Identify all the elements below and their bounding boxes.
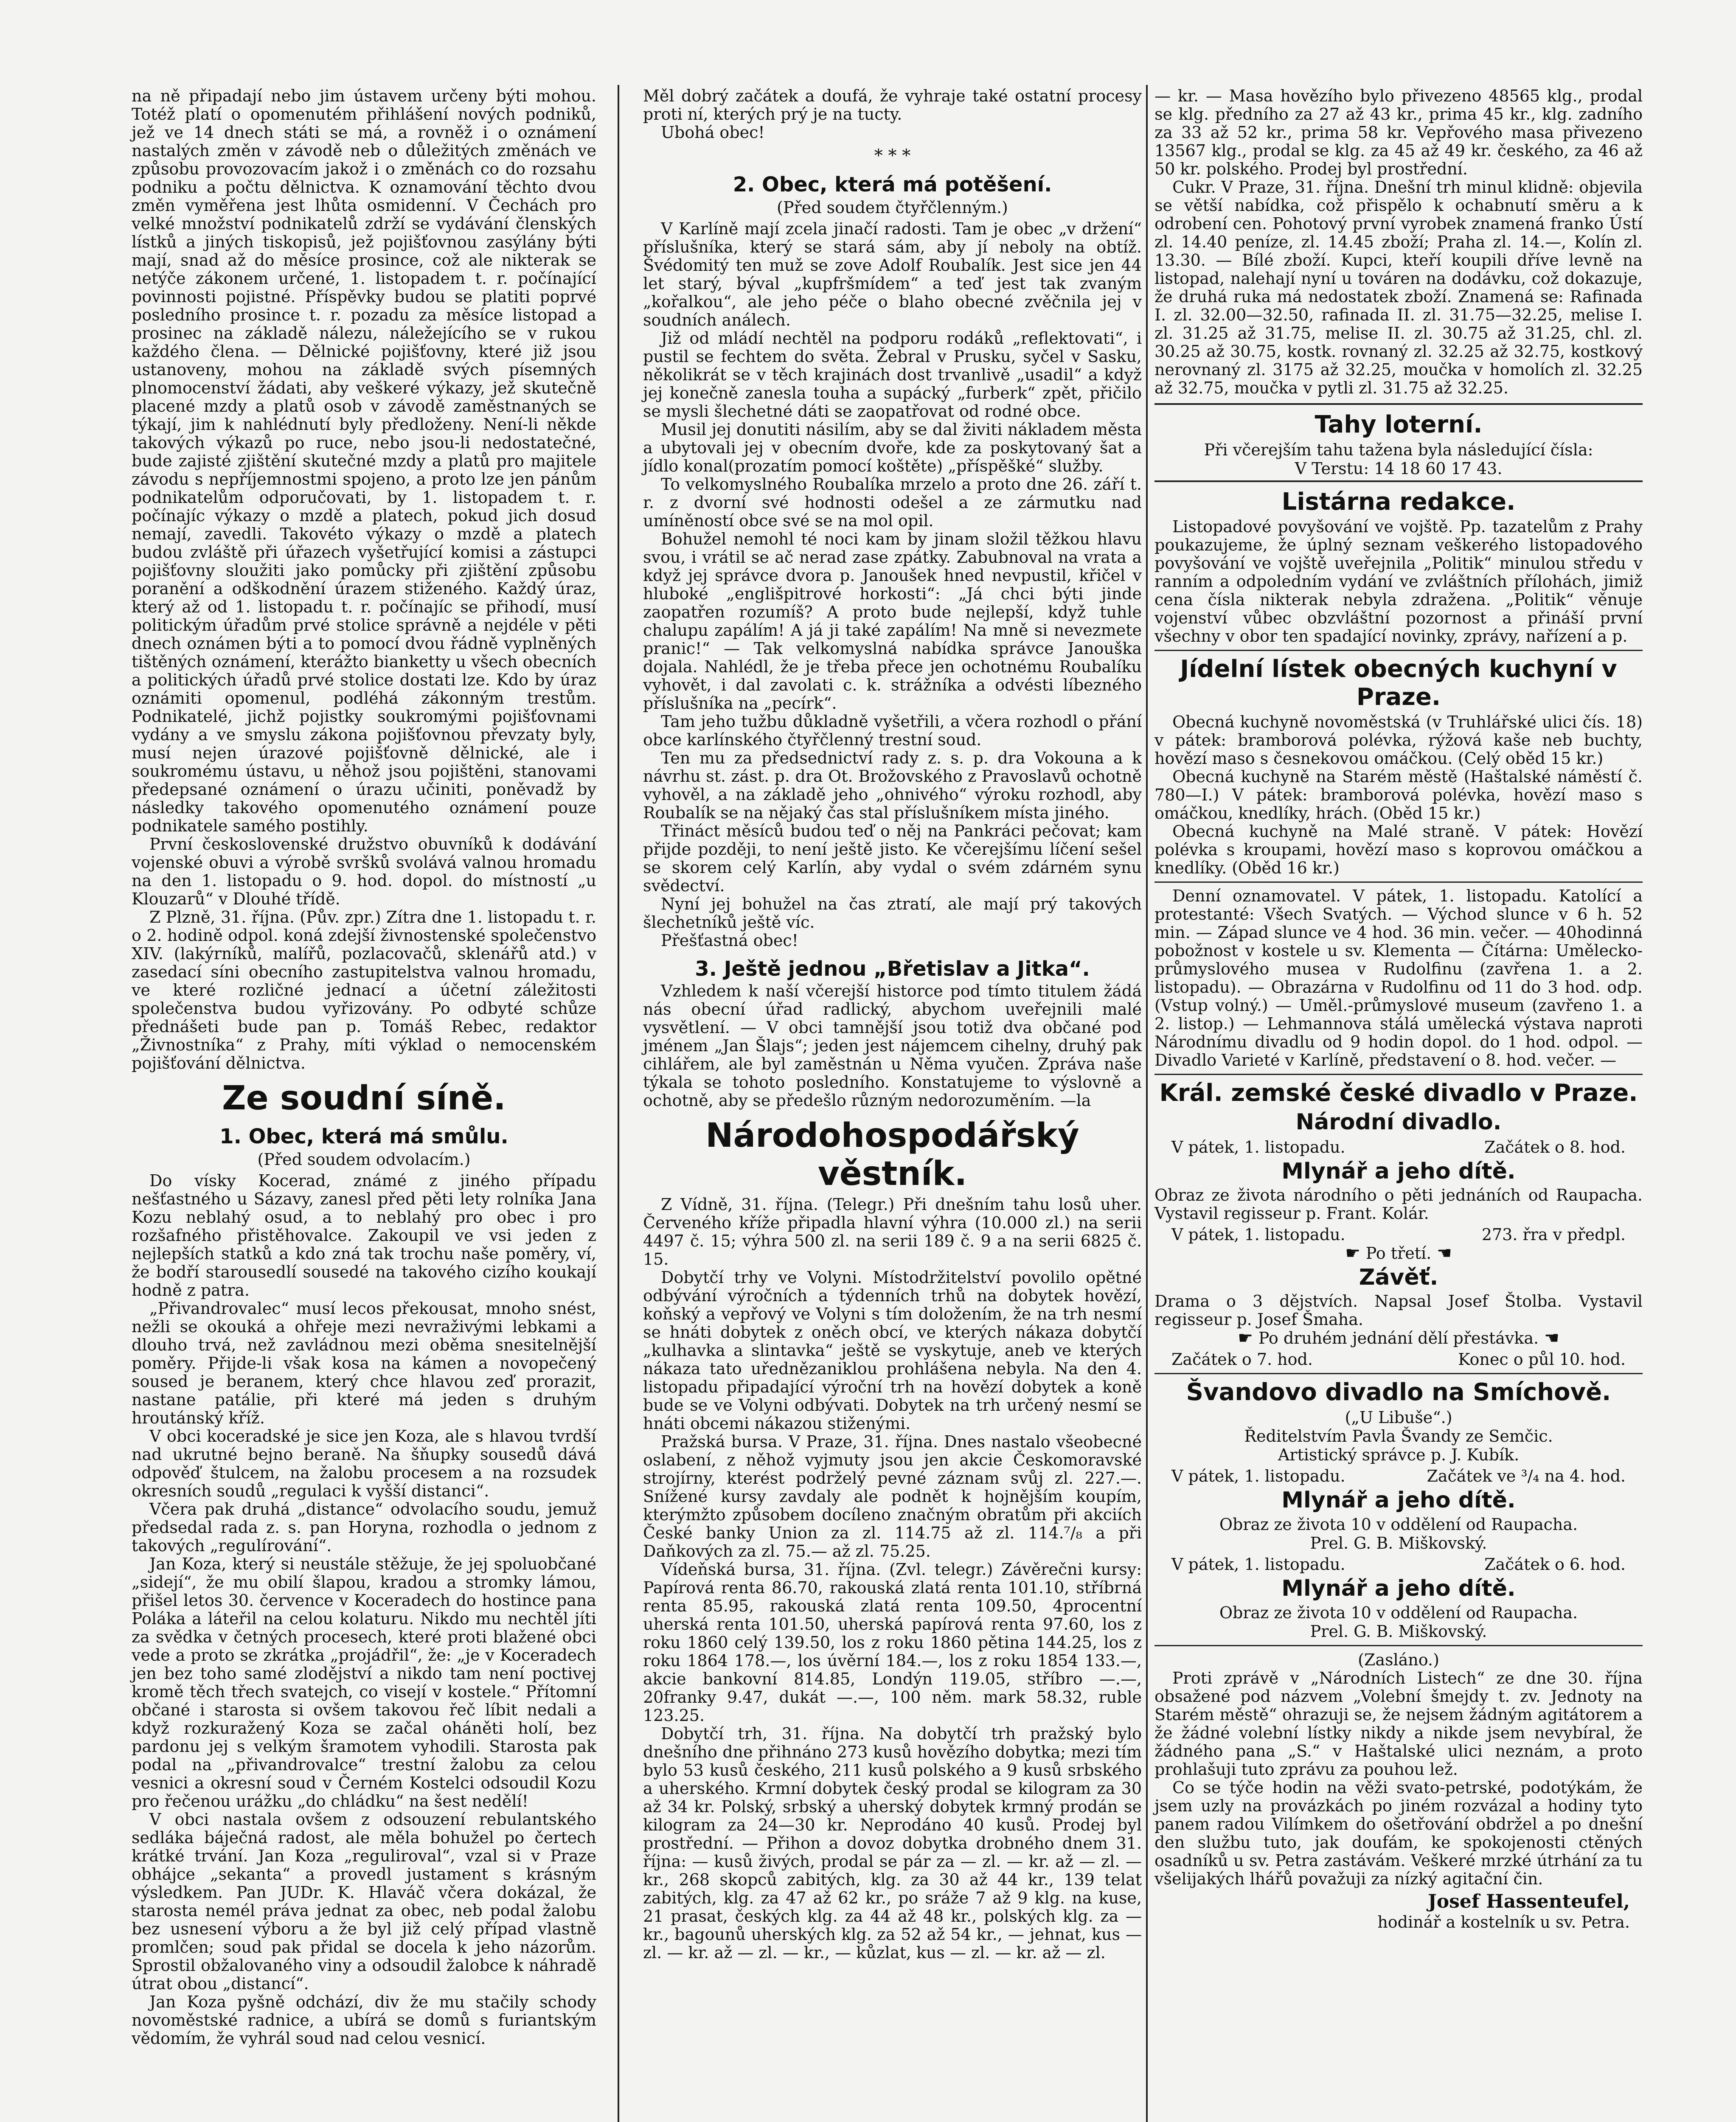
- article-paragraph: Vzhledem k naší včerejší historce pod tímto titulem žádá nás obecní úřad radlický, abychom uveřejnili malé vysvětlení. — V obci tamnější jsou totiž dva občané pod jménem „Jan Šlajs“; jeden jest nájemcem cihelny, druhý pak cihlářem, ale byl zaměstnán u Něma vyučen. Zpráva naše týkala se tohoto posledního. Konstatujeme to výslovně a ochotně, aby se předešlo různým nedorozuměním. —la: [643, 982, 1142, 1110]
- menu-paragraph: Obecná kuchyně novoměstská (v Truhlářské ulici čís. 18) v pátek: bramborová polévka, rýžová kaše neb buchty, hovězí maso s česnekovou omáčkou. (Celý oběd 15 kr.): [1155, 713, 1643, 768]
- theatre-subtitle: („U Libuše“.): [1345, 1408, 1452, 1427]
- article-paragraph: Jan Koza, který si neustále stěžuje, že jej spoluobčané „sidejí“, že mu obilí šlapou, kradou a stromky lámou, přišel letos 30. července v Koceradech do hostince pana Poláka a láteřil na celou kolaturu. Nikdo mu nechtěl jíti za svědka v četných procesech, které proti blažené obci vede a proto se zkrátka „projádřil“, že: „je v Koceradech jen bez toho samé zlodějství a nikdo tam není poctivej kromě těch třech svatejch, co visejí v kostele.“ Přítomní občané i starosta si ovšem takovou řeč líbit nedali a když rozkuražený Koza se začal oháněti holí, bez pardonu jej s velkým šramotem vyhodili. Starosta pak podal na „přivandrovalce“ trestní žalobu za celou vesnici a okresní soud v Černém Kostelci odsoudil Kozu pro řečenou urážku „do chládku“ na šest nedělí!: [132, 1555, 596, 1810]
- performance-start: Začátek o 6. hod.: [1484, 1555, 1626, 1574]
- theatre-artistic: Artistický správce p. J. Kubík.: [1278, 1446, 1520, 1464]
- performance-date: V pátek, 1. listopadu.: [1171, 1467, 1346, 1485]
- column-right: [1155, 87, 1643, 1931]
- divider: [1155, 650, 1643, 651]
- sent-in-label: (Zasláno.): [1358, 1650, 1439, 1669]
- performance-note: [1155, 1244, 1643, 1263]
- divider: [1155, 1373, 1643, 1374]
- article-paragraph: Bohužel nemohl té noci kam by jinam složil těžkou hlavu svou, i vrátil se ač nerad zase zpátky. Zabubnoval na vrata a když jej správce dvora p. Janoušek hned nevpustil, křičel v hluboké „englišpitrové horkosti“: „Já chci býti jinde zaopatřen rozumíš? A proto bude nejlepší, když tuhle chalupu zapálím! A já ji také zapálím! Na mně si nevezmete pranic!“ — Tak velkomyslná nabídka správce Janouška dojala. Nahlédl, že je třeba přece jen ochotnému Roubalíku vyhovět, i dal zavolati c. k. strážníka a odvésti líbezného příslušníka na „pecírk“.: [643, 530, 1142, 713]
- play-description: Drama o 3 dějstvích. Napsal Josef Štolba. Vystavil regisseur p. Josef Šmaha.: [1155, 1292, 1643, 1329]
- play-personnel: Prel. G. B. Miškovský.: [1310, 1534, 1487, 1552]
- article-paragraph: na ně připadají nebo jim ústavem určeny býti mohou. Totéž platí o opomenutém přihlášení nových podniků, jež ve 14 dnech státi se má, a rovněž i o oznámení nastalých změn v závodě neb o důležitých změnách ve způsobu provozovacím jakož i o změnách co do rozsahu podniku a počtu dělnictva. K oznamování těchto dvou změn vyměřena jest lhůta osmidenní. V Čechách pro velké množství podnikatelů zdrží se vydávání členských lístků a jiných tiskopisů, jež pojišťovnou zasýlány býti mají, snad až do měsíce prosince, což ale nikterak se netýče zákonem určené, 1. listopadem t. r. počínající povinnosti pojistné. Příspěvky budou se platiti poprvé posledního prosince t. r. pozadu za měsíce listopad a prosinec na základě nálezu, náležejícího se v rukou každého člena. — Dělnické pojišťovny, které již jsou ustanoveny, mohou na základě svých písemných plnomocenství žádati, aby veškeré výkazy, jež skutečně placené mzdy a platů osob v závodě zaměstnaných se týkají, jim k nahlédnutí byly předloženy. Není-li někde takových výkazů po ruce, nebo jsou-li nedostatečné, bude zajisté zjištění skutečné mzdy a platů pro majitele závodu s nepříjemnostmi spojeno, a proto lze jen pánům podnikatelům odporučovati, by 1. listopadem t. r. počínajíc výkazy o mzdě a platech, pokud jich dosud nemají, zavedli. Takovéto výkazy o mzdě a platech budou zvláště při úřazech vyšetřující komisi a zástupci pojišťovny sloužiti jako pomůcky při zjištění způsobu poranění a odškodnění úrazem stiženého. Každý úraz, který až od 1. listopadu t. r. počínajíc se přihodí, musí politickým úřadům prvé stolice správně a nejdéle v pěti dnech oznámen býti a to pomocí dvou řádně vyplněných tištěných oznámení, kterážto bianketty u všech obecních a politických úřadů prvé stolice dostati lze. Kdo by úraz oznámiti opomenul, podléhá zákonným trestům. Podnikatelé, jichž pojistky soukromými pojišťovnami vydány a ve smyslu zákona pojišťovnou převzaty byly, musí nejen úrazové pojišťovně dělnické, ale i soukromému ústavu, u něhož jsou pojištěni, stanovami předepsané oznámení o úrazu učiniti, poněvadž by následky takového opomenutého oznámení pouze podnikatele samého postihly.: [132, 87, 596, 835]
- theatre-title: Král. zemské české divadlo v Praze.: [1159, 1079, 1638, 1107]
- performance-info: [1171, 1138, 1626, 1156]
- performance-info: [1171, 1467, 1626, 1485]
- performance-end: Konec o půl 10. hod.: [1458, 1350, 1626, 1369]
- performance-note-text: Po třetí.: [1365, 1244, 1432, 1263]
- play-personnel: Prel. G. B. Miškovský.: [1310, 1622, 1487, 1641]
- article-subheading: (Před soudem odvolacím.): [257, 1150, 471, 1169]
- menu-title: Jídelní lístek obecných kuchyní v Praze.: [1180, 655, 1617, 711]
- article-paragraph: Již od mládí nechtěl na podporu rodáků „reflektovati“, i pustil se fechtem do světa. Žebral v Prusku, syčel v Sasku, několikrát se v těch krajinách dost trvanlivě „usadil“ a když jej konečně zanesla touha a supácký „furberk“ zpět, přičilo se mysli šlechetné dáti se zaopatřovat od rodné obce.: [643, 329, 1142, 421]
- column-rule: [1146, 85, 1148, 2122]
- article-heading: 1. Obec, která má smůlu.: [219, 1125, 508, 1148]
- performance-date: V pátek, 1. listopadu.: [1171, 1138, 1346, 1156]
- article-paragraph: V obci koceradské je sice jen Koza, ale s hlavou tvrdší nad ukrutné bejno beraně. Na šňupky sousedů dává odpověď štulcem, na žalobu procesem a na rozsudek okresních soudů „regulaci k vyšší distanci“.: [132, 1427, 596, 1500]
- performance-start: Začátek o 7. hod.: [1171, 1350, 1313, 1369]
- performance-info: [1171, 1350, 1626, 1369]
- article-paragraph: Jan Koza pyšně odchází, div že mu stačily schody novoměstské radnice, a ubírá se domů s furiantským vědomím, že vyhrál soud nad celou vesnicí.: [132, 1993, 596, 2048]
- column-left: [132, 87, 596, 2048]
- article-paragraph: V obci nastala ovšem z odsouzení rebulantského sedláka báječná radost, ale měla bohužel po čertech krátké trvání. Jan Koza „reguliroval“, vzal si v Praze obhájce „sekanta“ a provedl justament s krásným výsledkem. Pan JUDr. K. Hlaváč včera dokázal, že starosta nemél práva jednat za obec, neb podal žalobu bez usnesení výboru a že byl již celý případ vlastně promlčen; soud pak přidal se docela k jeho názorům. Sprostil obžalovaného viny a odsoudil žalobce k náhradě útrat obou „distancí“.: [132, 1810, 596, 1993]
- play-title: Závěť.: [1359, 1265, 1438, 1290]
- performance-info: [1171, 1225, 1626, 1244]
- article-paragraph: Vídeňská bursa, 31. října. (Zvl. telegr.) Závěrečni kursy: Papírová renta 86.70, rakouská zlatá renta 101.10, stříbrná renta 85.95, rakouská zlatá renta 109.50, 4procentní uherská renta 101.50, uherská papírová renta 97.60, los z roku 1860 celý 139.50, los z roku 1860 pětina 144.25, los z roku 1864 178.—, los úvěrní 184.—, los z roku 1854 133.—, akcie bankovní 814.85, Londýn 119.05, stříbro —.—, 20franky 9.47, dukát —.—, 100 něm. mark 58.32, ruble 123.25.: [643, 1560, 1142, 1725]
- article-paragraph: Tam jeho tužbu důkladně vyšetřili, a včera rozhodl o přání obce karlínského čtyřčlenný trestní soud.: [643, 712, 1142, 749]
- lottery-title: Tahy loterní.: [1315, 411, 1483, 438]
- performance-number: 273. řra v předpl.: [1481, 1225, 1626, 1244]
- menu-paragraph: Obecná kuchyně na Starém městě (Haštalské náměstí č. 780—I.) V pátek: bramborová polévka, hovězí maso s omáčkou, knedlíky, hrách. (Oběd 15 kr.): [1155, 767, 1643, 822]
- article-subheading: (Před soudem čtyřčlenným.): [777, 198, 1008, 217]
- article-paragraph: To velkomyslného Roubalíka mrzelo a proto dne 26. září t. r. z dvorní své hodnosti odešel a ze zármutku nad umíněností obce své se na mol opil.: [643, 475, 1142, 530]
- article-paragraph: První československé družstvo obuvníků k dodávání vojenské obuvi a výrobě svršků svolává valnou hromadu na den 1. listopadu o 9. hod. dopol. do místností „u Klouzarů“ v Dlouhé třídě.: [132, 835, 596, 908]
- lottery-box: [1155, 403, 1643, 482]
- performance-date: V pátek, 1. listopadu.: [1171, 1555, 1346, 1574]
- article-paragraph: V Karlíně mají zcela jinačí radosti. Tam je obec „v držení“ příslušníka, který se stará sám, aby jí neboly na obtíž. Švédomitý ten muž se zove Adolf Roubalík. Jest sice jen 44 let starý, býval „kupfršmídem“ a teď jest tak zvaným „kořalkou“, ale jeho péče o blaho obecné zvěčnila jej v soudních análech.: [643, 219, 1142, 329]
- lottery-numbers: V Terstu: 14 18 60 17 43.: [1295, 459, 1503, 478]
- play-description: Obraz ze života národního o pěti jednáních od Raupacha. Vystavil regisseur p. Frant. Kolár.: [1155, 1186, 1643, 1223]
- theatre-direction: Ředitelstvím Pavla Švandy ze Semčic.: [1244, 1427, 1553, 1446]
- signature-title: hodinář a kostelník u sv. Petra.: [1377, 1913, 1630, 1931]
- play-description: Obraz ze života 10 v oddělení od Raupacha.: [1219, 1515, 1578, 1534]
- section-separator: * * *: [874, 146, 911, 166]
- pointing-hand-icon: ☚: [1539, 1328, 1559, 1348]
- performance-date: V pátek, 1. listopadu.: [1171, 1225, 1346, 1244]
- sent-in-paragraph: Proti zprávě v „Národních Listech“ ze dne 30. října obsažené pod názvem „Volební šmejdy t. zv. Jednoty na Starém městě“ ohrazuji se, že nejsem žádným agitátorem a že žádné volební lístky nikdy a nikde jsem nevybíral, že žádného pana „S.“ v Haštalské ulici neznám, a proto prohlašuji tuto zprávu za pouhou lež.: [1155, 1669, 1643, 1779]
- section-heading-economy: Národohospodářský věstník.: [705, 1117, 1079, 1193]
- article-paragraph: Pražská bursa. V Praze, 31. října. Dnes nastalo všeobecné oslabení, z něhož vyjmuty jsou jen akcie Českomoravské strojírny, kterést podrželý pevné záznam svůj zl. 227.—. Snížené kursy zavdaly ale podnět k hojnějším koupím, kterýmžto způsobem docíleno značným obratům při akciích České banky Union za zl. 114.75 až zl. 114.⁷/₈ a při Daňkových za zl. 75.— až zl. 75.25.: [643, 1432, 1142, 1561]
- section-heading-court: Ze soudní síně.: [222, 1079, 506, 1117]
- article-paragraph: Ten mu za předsednictví rady z. s. p. dra Vokouna a k návrhu st. zást. p. dra Ot. Brožovského z Pravoslavů ochotně vyhověl, a na základě jeho „ohnivého“ výroku rozhodl, aby Roubalík se na nějaký čas stal příslušníkem místa jiného.: [643, 749, 1142, 822]
- performance-note-text: Po druhém jednání dělí přestávka.: [1258, 1329, 1539, 1347]
- divider: [1155, 881, 1643, 883]
- editor-mailbox-title: Listárna redakce.: [1281, 488, 1516, 516]
- pointing-hand-icon: ☛: [1345, 1243, 1366, 1263]
- daily-notice: Denní oznamovatel. V pátek, 1. listopadu. Katolící a protestanté: Všech Svatých. — Východ slunce v 6 h. 52 min. — Západ slunce ve 4 hod. 36 min. večer. — 40hodinná pobožnost v kostele u sv. Klementa — Čítárna: Umělecko-průmyslového musea v Rudolfinu (zavřena 1. a 2. listopadu). — Obrazárna v Rudolfinu od 11 do 3 hod. odp. (Vstup volný.) — Uměl.-průmyslové museum (zavřeno 1. a 2. listop.) — Lehmannova stálá umělecká výstava naproti Národnímu divadlu od 9 hodin dopol. do 1 hod. odpol. — Divadlo Varieté v Karlíně, představení o 8. hod. večer. —: [1155, 887, 1643, 1069]
- divider: [1155, 1074, 1643, 1075]
- play-title: Mlynář a jeho dítě.: [1281, 1159, 1516, 1184]
- performance-info: [1171, 1555, 1626, 1574]
- article-paragraph: Musil jej donutiti násilím, aby se dal živiti nákladem města a ubytovali jej v obecním dvoře, kde za poskytovaný šat a jídlo konal(prozatím pomocí koštěte) „příspěšké“ služby.: [643, 420, 1142, 475]
- signature-name: Josef Hassenteufel,: [1427, 1891, 1630, 1912]
- article-paragraph: Ubohá obec!: [661, 123, 765, 142]
- lottery-text: Při včerejším tahu tažena byla následující čísla:: [1204, 441, 1593, 459]
- article-paragraph: Z Vídně, 31. října. (Telegr.) Při dnešním tahu losů uher. Červeného kříže připadla hlavní výhra (10.000 zl.) na serii 4497 č. 15; výhra 500 zl. na serii 189 č. 9 a na serii 6825 č. 15.: [643, 1195, 1142, 1269]
- article-paragraph: Měl dobrý začátek a doufá, že vyhraje také ostatní procesy proti ní, kterých prý je na tucty.: [643, 87, 1142, 124]
- column-rule: [618, 85, 619, 2122]
- article-paragraph: Přešťastná obec!: [661, 931, 798, 950]
- article-paragraph: „Přivandrovalec“ musí lecos překousat, mnoho snést, nežli se okouká a ohřeje mezi nevraživými lebkami a dlouho trvá, než zavládnou mezi oběma snesitelnější poměry. Přijde-li však kosa na kámen a novopečený soused je beranem, který chce hlavou zeď prorazit, nastane patálie, při které má jeden s druhým hroutánský kříž.: [132, 1299, 596, 1427]
- pointing-hand-icon: ☛: [1238, 1328, 1258, 1348]
- menu-paragraph: Obecná kuchyně na Malé straně. V pátek: Hovězí polévka s kroupami, hovězí maso s koprovou omáčkou a knedlíky. (Oběd 16 kr.): [1155, 822, 1643, 877]
- article-paragraph: Cukr. V Praze, 31. října. Dnešní trh minul klidně: objevila se větší nabídka, což přispělo k ochabnutí směru a k odrobení cen. Pohotový první vyrobek znamená franko Ústí zl. 14.40 peníze, zl. 14.45 zboží; Praha zl. 14.—, Kolín zl. 13.30. — Bílé zboží. Kupci, kteří koupili dříve levně na listopad, nalehají nyní u továren na dodávku, což dokazuje, že druhá ruka má nedostatek zboží. Znamená se: Rafinada I. zl. 32.00—32.50, rafinada II. zl. 31.75—32.25, melise I. zl. 31.25 až 31.75, melise II. zl. 30.75 až 31.25, chl. zl. 30.25 až 30.75, kostk. rovnaný zl. 32.25 až 32.75, kostkový nerovnaný zl. 3175 až 32.25, moučka v homolích zl. 32.25 až 32.75, moučka v pytli zl. 31.75 až 32.25.: [1155, 178, 1643, 397]
- article-paragraph: Dobytčí trh, 31. října. Na dobytčí trh pražský bylo dnešního dne přihnáno 273 kusů hovězího dobytka; mezi tím bylo 53 kusů českého, 211 kusů polského a 9 kusů srbského a uherského. Krmní dobytek český prodal se kilogram za 30 až 34 kr. Polský, srbský a uherský dobytek krmný prodán se kilogram za 24—30 kr. Neprodáno 40 kusů. Prodej byl prostřední. — Přihon a dovoz dobytka drobného dnem 31. října: — kusů živých, prodal se pár za — zl. — kr. až — zl. — kr., 268 skopců zabitých, klg. za 30 až 44 kr., 139 telat zabitých, klg. za 47 až 62 kr., po sráže 7 až 9 klg. na kuse, 21 prasat, českých klg. za 44 až 48 kr., polských klg. za — kr., bagounů uherských klg. za 52 až 54 kr., — jehnat, kus — zl. — kr. až — zl. — kr., — kůzlat, kus — zl. — kr. až — zl.: [643, 1724, 1142, 1962]
- article-paragraph: Dobytčí trhy ve Volyni. Místodržitelství povolilo opětné odbývání výročních a týdenních trhů na dobytek hovězí, koňský a vepřový ve Volyni s tím doložením, že na trh nesmí se hnáti dobytek z oněch obcí, ve kterých nákaza dobytčí „kulhavka a slintavka“ ještě se vyskytuje, aneb ve kterých nákaza tato uřednězaniklou prohlášena nebyla. Na den 4. listopadu připadající výroční trh na hovězí dobytek a koně bude se ve Volyni odbývati. Dobytek na trh určený nesmí se hnáti obcemi nákazou stiženými.: [643, 1268, 1142, 1433]
- divider: [1155, 1645, 1643, 1646]
- theatre-title: Švandovo divadlo na Smíchově.: [1186, 1378, 1611, 1406]
- theatre-subtitle: Národní divadlo.: [1295, 1109, 1502, 1135]
- article-heading: 3. Ještě jednou „Břetislav a Jitka“.: [695, 957, 1090, 981]
- sent-in-paragraph: Co se týče hodin na věži svato-petrské, podotýkám, že jsem uzly na provázkách po jiném rozvázal a hodiny tyto panem radou Vilímkem do ošetřování obdržel a po dnešní den službu tuto, jak doufám, ke spokojenosti ctěných osadníků u sv. Petra zastávám. Veškeré mrzké útrhání za tu všelijakých lhářů považuji za nízký agitační čin.: [1155, 1778, 1643, 1888]
- article-paragraph: Do vísky Kocerad, známé z jiného případu nešťastného u Sázavy, zanesl před pěti lety rolníka Jana Kozu neblahý osud, a to neblahý pro obec i pro rozšafného přistěhovalce. Zakoupil ve vsi jeden z nejlepších statků a kdo zná tak trochu naše poměry, ví, že bodří starousedlí sousedé na takového cizího koukají hodně z patra.: [132, 1171, 596, 1300]
- performance-start: Začátek o 8. hod.: [1484, 1138, 1626, 1156]
- pointing-hand-icon: ☚: [1431, 1243, 1452, 1263]
- article-heading: 2. Obec, která má potěšení.: [733, 173, 1052, 196]
- article-paragraph: Třináct měsíců budou teď o něj na Pankráci pečovat; kam přijde později, to není ještě jisto. Ke včerejšímu líčení sešel se skorem celý Karlín, aby vydal o svém zdárném synu svědectví.: [643, 822, 1142, 895]
- play-description: Obraz ze života 10 v oddělení od Raupacha.: [1219, 1603, 1578, 1622]
- play-title: Mlynář a jeho dítě.: [1281, 1488, 1516, 1513]
- article-paragraph: Nyní jej bohužel na čas ztratí, ale mají prý takových šlechetníků ještě víc.: [643, 895, 1142, 932]
- performance-note: [1155, 1329, 1643, 1347]
- article-paragraph: Včera pak druhá „distance“ odvolacího soudu, jemuž předsedal rada z. s. pan Horyna, rozhodla o jednom z takových „regulírování“.: [132, 1500, 596, 1555]
- play-title: Mlynář a jeho dítě.: [1281, 1576, 1516, 1601]
- column-middle: [643, 87, 1142, 1962]
- editor-mailbox-paragraph: Listopadové povyšování ve vojště. Pp. tazatelům z Prahy poukazujeme, že úplný seznam veškerého listopadového povyšování ve vojště uveřejnila „Politik“ minulou středu v ranním a odpoledním vydání ve zvláštních přílohách, jimiž cena čísla nikterak nebyla zdražena. „Politik“ věnuje vojenství vůbec obzvláštní pozornost a přináší první všechny v obor ten spadající novinky, zprávy, nařízení a p.: [1155, 517, 1643, 646]
- article-paragraph: Z Plzně, 31. října. (Pův. zpr.) Zítra dne 1. listopadu t. r. o 2. hodině odpol. koná zdejší živnostenské společenstvo XIV. (lakýrníků, malířů, pozlacovačů, sklenářů atd.) v zasedací síni obecního zastupitelstva valnou hromadu, ve které rozličné jednací a účetní záležitosti společenstva budou vyřizovány. Po odbyté schůze přednášeti bude pan p. Tomáš Rebec, redaktor „Živnostníka“ z Prahy, míti výklad o nemocenském pojišťování dělnictva.: [132, 908, 596, 1072]
- article-paragraph: — kr. — Masa hovězího bylo přivezeno 48565 klg., prodal se klg. předního za 27 až 43 kr., prima 45 kr., klg. zadního za 33 až 52 kr., prima 58 kr. Vepřového masa přivezeno 13567 klg., prodal se klg. za 45 až 49 kr. českého, za 46 až 50 kr. polského. Prodej byl prostřední.: [1155, 87, 1643, 178]
- performance-start: Začátek ve ³/₄ na 4. hod.: [1427, 1467, 1626, 1485]
